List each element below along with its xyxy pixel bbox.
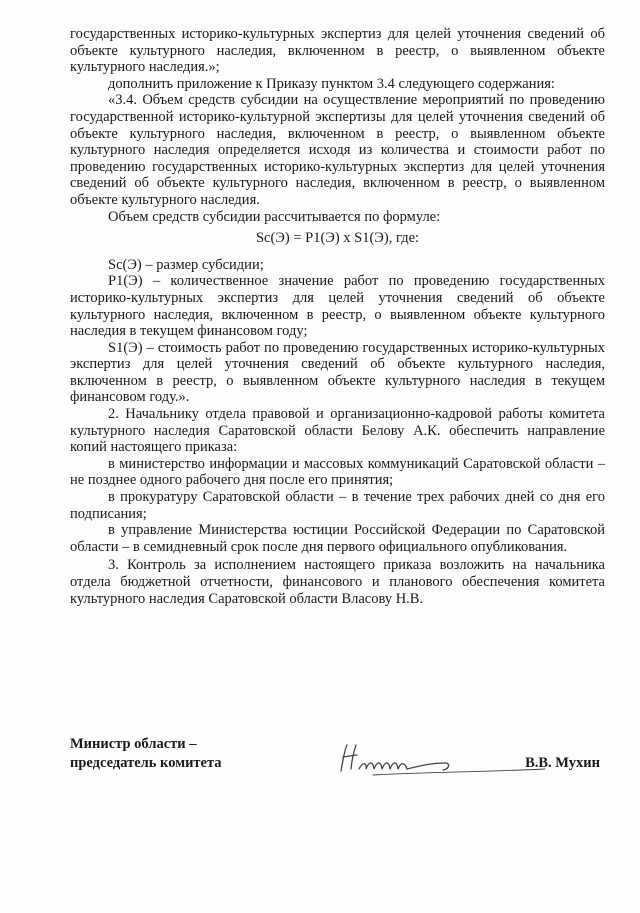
paragraph-formula-intro: Объем средств субсидии рассчитывается по формуле:: [108, 208, 441, 225]
paragraph-recipient-justice: в управление Министерства юстиции Российской Федерации по Саратовской области – в семидневный срок после дня первого официального опубликования.: [70, 522, 605, 555]
paragraph-item-2: 2. Начальнику отдела правовой и организационно-кадровой работы комитета культурного наследия Саратовской области Белову А.К. обеспечить направление копий настоящего приказа:: [70, 406, 605, 456]
paragraph-amendment-intro: дополнить приложение к Приказу пунктом 3.4 следующего содержания:: [108, 75, 555, 92]
paragraph-recipient-prosecutor: в прокуратуру Саратовской области – в течение трех рабочих дней со дня его подписания;: [70, 489, 605, 522]
paragraph-item-3: 3. Контроль за исполнением настоящего приказа возложить на начальника отдела бюджетной отчетности, финансового и планового обеспечения комитета культурного наследия Саратовской области Власову Н.В.: [70, 557, 605, 607]
paragraph-p1-definition: P1(Э) – количественное значение работ по проведению государственных историко-культурных экспертиз для целей уточнения сведений об объекте культурного наследия, включенном в реестр, о выявленном объекте культурного наследия в текущем финансовом году;: [70, 273, 605, 340]
signature-block: [70, 735, 610, 795]
paragraph-s1-definition: S1(Э) – стоимость работ по проведению государственных историко-культурных экспертиз для целей уточнения сведений об объекте культурного наследия, включенном в реестр, о выявленном объекте культурного наследия в текущем финансовом году.».: [70, 339, 605, 406]
signatory-title: Министр области – председатель комитета: [70, 736, 222, 771]
paragraph-sc-definition: Sc(Э) – размер субсидии;: [108, 256, 264, 273]
document-body: [70, 26, 605, 607]
paragraph-continuation: государственных историко-культурных экспертиз для целей уточнения сведений об объекте культурного наследия, включенном в реестр, о выявленном объекте культурного наследия.»;: [70, 26, 605, 76]
paragraph-clause-3-4: «3.4. Объем средств субсидии на осуществление мероприятий по проведению государственной историко-культурной экспертизы для целей уточнения сведений об объекте культурного наследия, включенном в реестр, о выявленном объекте культурного наследия определяется исходя из количества и стоимости работ по проведению государственных историко-культурных экспертиз для целей уточнения сведений об объекте культурного наследия, включенном в реестр, о выявленном объекте культурного наследия.: [70, 92, 605, 208]
signatory-name: В.В. Мухин: [525, 755, 600, 771]
paragraph-recipient-ministry: в министерство информации и массовых коммуникаций Саратовской области – не позднее одного рабочего дня после его принятия;: [70, 455, 605, 489]
formula: Sc(Э) = P1(Э) x S1(Э), где:: [255, 230, 420, 247]
